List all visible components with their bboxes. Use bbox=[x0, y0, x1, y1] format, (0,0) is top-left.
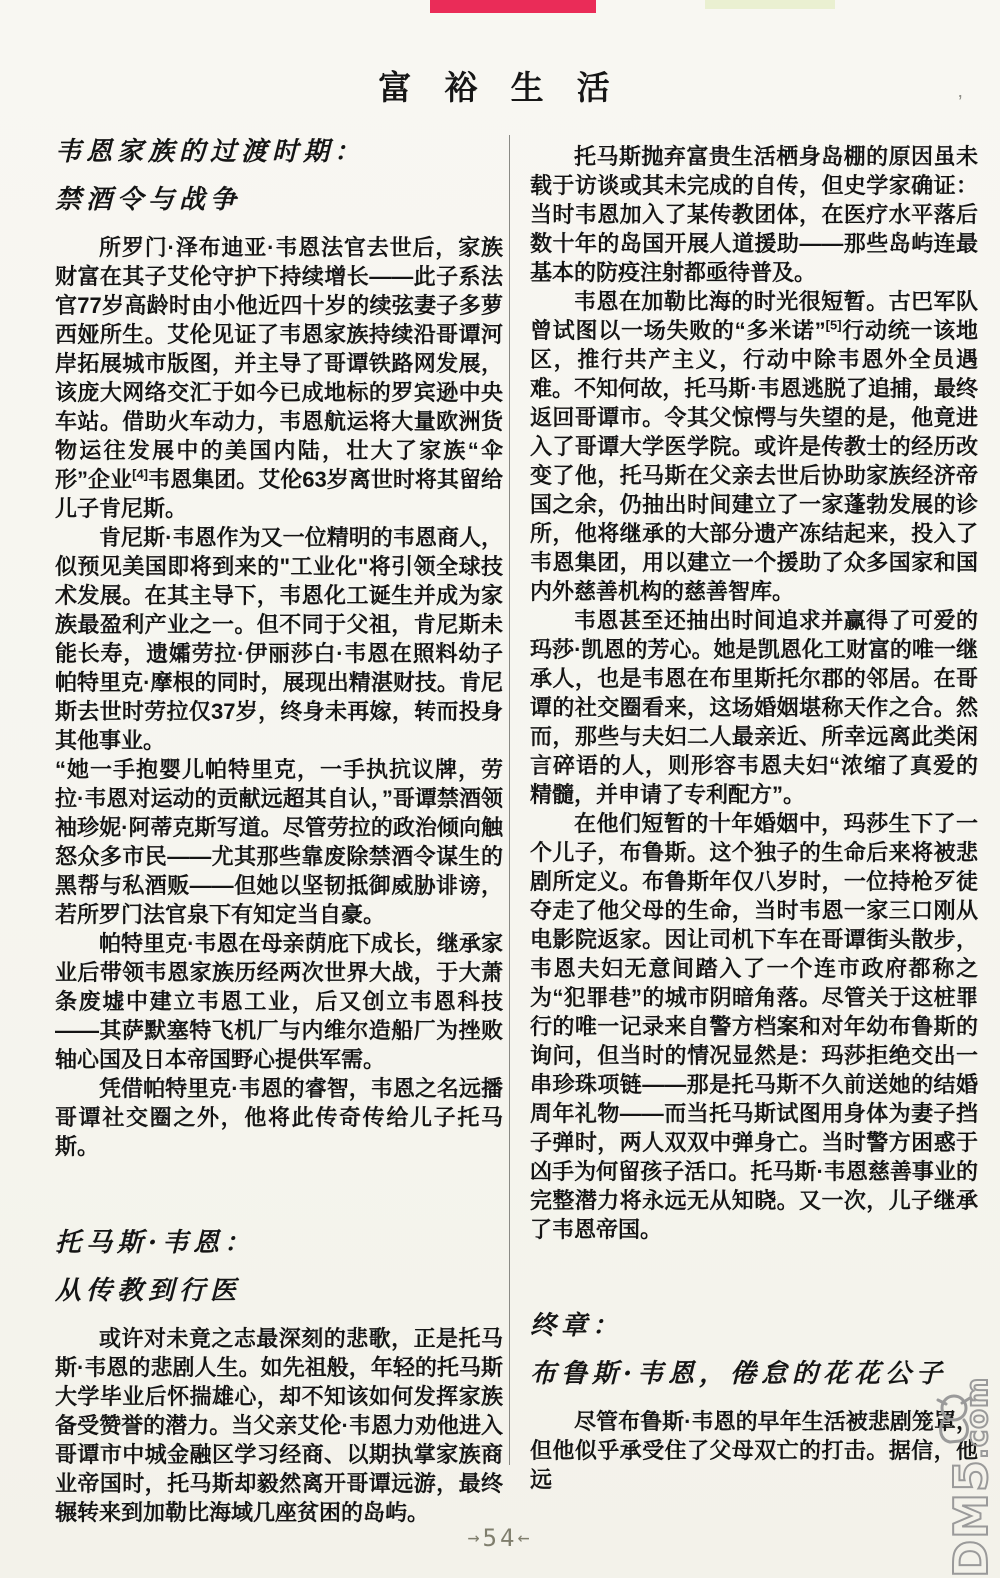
section-heading-finale bbox=[530, 1302, 978, 1398]
page-number-value: 54 bbox=[482, 1524, 518, 1552]
paragraph-text: 行动统一该地区，推行共产主义，行动中除韦恩外全员遇难。不知何故，托马斯·韦恩逃脱了追捕，最终返回哥谭市。令其父惊愕与失望的是，他竟进入了哥谭大学医学院。或许是传教士的经历改变了他，托马斯在父亲去世后协助家族经济帝国之余，仍抽出时间建立了一家蓬勃发展的诊所，他将继承的大部分遗产冻结起来，投入了韦恩集团，用以建立一个援助了众多国家和国内外慈善机构的慈善智库。 bbox=[530, 318, 978, 604]
heading-line: 托马斯·韦恩： bbox=[55, 1228, 256, 1258]
paragraph: 凭借帕特里克·韦恩的睿智，韦恩之名远播哥谭社交圈之外，他将此传奇传给儿子托马斯。 bbox=[55, 1076, 503, 1159]
paragraph: 尽管布鲁斯·韦恩的早年生活被悲剧笼罩，但他似乎承受住了父母双亡的打击。据信，他远 bbox=[530, 1409, 978, 1492]
section-heading-wayne-transition bbox=[55, 128, 503, 224]
heading-line: 从传教到行医 bbox=[55, 1276, 242, 1306]
right-column bbox=[530, 142, 978, 1494]
red-accent-bar bbox=[430, 0, 596, 13]
page-number bbox=[0, 1524, 1000, 1552]
paragraph: 帕特里克·韦恩在母亲荫庇下成长，继承家业后带领韦恩家族历经两次世界大战，于大萧条废墟中建立韦恩工业，后又创立韦恩科技——其萨默塞特飞机厂与内维尔造船厂为挫败轴心国及日本帝国野心提供军需。 bbox=[55, 931, 503, 1072]
paragraph: 托马斯抛弃富贵生活栖身岛棚的原因虽未载于访谈或其未完成的自传，但史学家确证：当时韦恩加入了某传教团体，在医疗水平落后数十年的岛国开展人道援助——那些岛屿连最基本的防疫注射都亟待普及。 bbox=[530, 144, 978, 285]
watermark-tld: .com bbox=[960, 1376, 994, 1460]
column-divider bbox=[509, 135, 510, 1465]
footnote-ref-5: [5] bbox=[825, 317, 842, 333]
left-column bbox=[55, 128, 503, 1527]
left-arrow-icon: ← bbox=[517, 1525, 533, 1549]
section-heading-thomas-wayne bbox=[55, 1219, 503, 1315]
heading-line: 布鲁斯·韦恩，倦怠的花花公子 bbox=[530, 1359, 948, 1389]
paragraph-text: 韦恩在加勒比海的时光很短暂。古巴军队曾试图以一场失败的“多米诺” bbox=[530, 289, 978, 343]
watermark-dm5 bbox=[922, 1376, 1000, 1578]
paragraph: 或许对未竟之志最深刻的悲歌，正是托马斯·韦恩的悲剧人生。如先祖般，年轻的托马斯大学毕业后怀揣雄心，却不知该如何发挥家族备受赞誉的潜力。当父亲艾伦·韦恩力劝他进入哥谭市中城金融区学习经商、以期执掌家族商业帝国时，托马斯却毅然离开哥谭远游，最终辗转来到加勒比海域几座贫困的岛屿。 bbox=[55, 1326, 503, 1525]
paragraph: 肯尼斯·韦恩作为又一位精明的韦恩商人，似预见美国即将到来的"工业化"将引领全球技术发展。在其主导下，韦恩化工诞生并成为家族最盈利产业之一。但不同于父祖，肯尼斯未能长寿，遗孀劳拉·伊丽莎白·韦恩在照料幼子帕特里克·摩根的同时，展现出精湛财技。肯尼斯去世时劳拉仅37岁，终身未再嫁，转而投身其他事业。 bbox=[55, 525, 503, 753]
page-title: 富 裕 生 活 bbox=[378, 69, 622, 106]
paragraph-quote: “她一手抱婴儿帕特里克，一手执抗议牌，劳拉·韦恩对运动的贡献远超其自认，”哥谭禁酒领袖珍妮·阿蒂克斯写道。尽管劳拉的政治倾向触怒众多市民——尤其那些靠废除禁酒令谋生的黑帮与私酒贩——但她以坚韧抵御威胁诽谤，若所罗门法官泉下有知定当自豪。 bbox=[55, 757, 503, 927]
right-arrow-icon: → bbox=[467, 1525, 483, 1549]
scan-artifact-green-strip bbox=[705, 0, 835, 9]
scan-speck: ’ bbox=[958, 92, 963, 114]
footnote-ref-4: [4] bbox=[132, 466, 149, 482]
paragraph: 韦恩甚至还抽出时间追求并赢得了可爱的玛莎·凯恩的芳心。她是凯恩化工财富的唯一继承人，也是韦恩在布里斯托尔郡的邻居。在哥谭的社交圈看来，这场婚姻堪称天作之合。然而，那些与夫妇二人最亲近、所幸远离此类闲言碎语的人，则形容韦恩夫妇“浓缩了真爱的精髓，并申请了专利配方”。 bbox=[530, 608, 978, 807]
heading-line: 终章： bbox=[530, 1311, 624, 1341]
heading-line: 韦恩家族的过渡时期： bbox=[55, 137, 366, 167]
paragraph bbox=[55, 233, 503, 523]
heading-line: 禁酒令与战争 bbox=[55, 185, 242, 215]
paragraph-text: 所罗门·泽布迪亚·韦恩法官去世后，家族财富在其子艾伦守护下持续增长——此子系法官77岁高龄时由小他近四十岁的续弦妻子多萝西娅所生。艾伦见证了韦恩家族持续沿哥谭河岸拓展城市版图，并主导了哥谭铁路网发展，该庞大网络交汇于如今已成地标的罗宾逊中央车站。借助火车动力，韦恩航运将大量欧洲货物运往发展中的美国内陆，壮大了家族“伞形”企业 bbox=[55, 235, 503, 492]
watermark-text bbox=[944, 1376, 998, 1578]
paragraph: 在他们短暂的十年婚姻中，玛莎生下了一个儿子，布鲁斯。这个独子的生命后来将被悲剧所定义。布鲁斯年仅八岁时，一位持枪歹徒夺走了他父母的生命，当时韦恩一家三口刚从电影院返家。因让司机下车在哥谭街头散步，韦恩夫妇无意间踏入了一个连市政府都称之为“犯罪巷”的城市阴暗角落。尽管关于这桩罪行的唯一记录来自警方档案和对年幼布鲁斯的询问，但当时的情况显然是：玛莎拒绝交出一串珍珠项链——那是托马斯不久前送她的结婚周年礼物——而当托马斯试图用身体为妻子挡子弹时，两人双双中弹身亡。当时警方困惑于凶手为何留孩子活口。托马斯·韦恩慈善事业的完整潜力将永远无从知晓。又一次，儿子继承了韦恩帝国。 bbox=[530, 811, 978, 1242]
watermark-name: DM5 bbox=[944, 1459, 998, 1578]
paragraph bbox=[530, 287, 978, 606]
paragraph-text: 韦恩集团。艾伦63岁离世时将其留给儿子肯尼斯。 bbox=[55, 467, 503, 521]
